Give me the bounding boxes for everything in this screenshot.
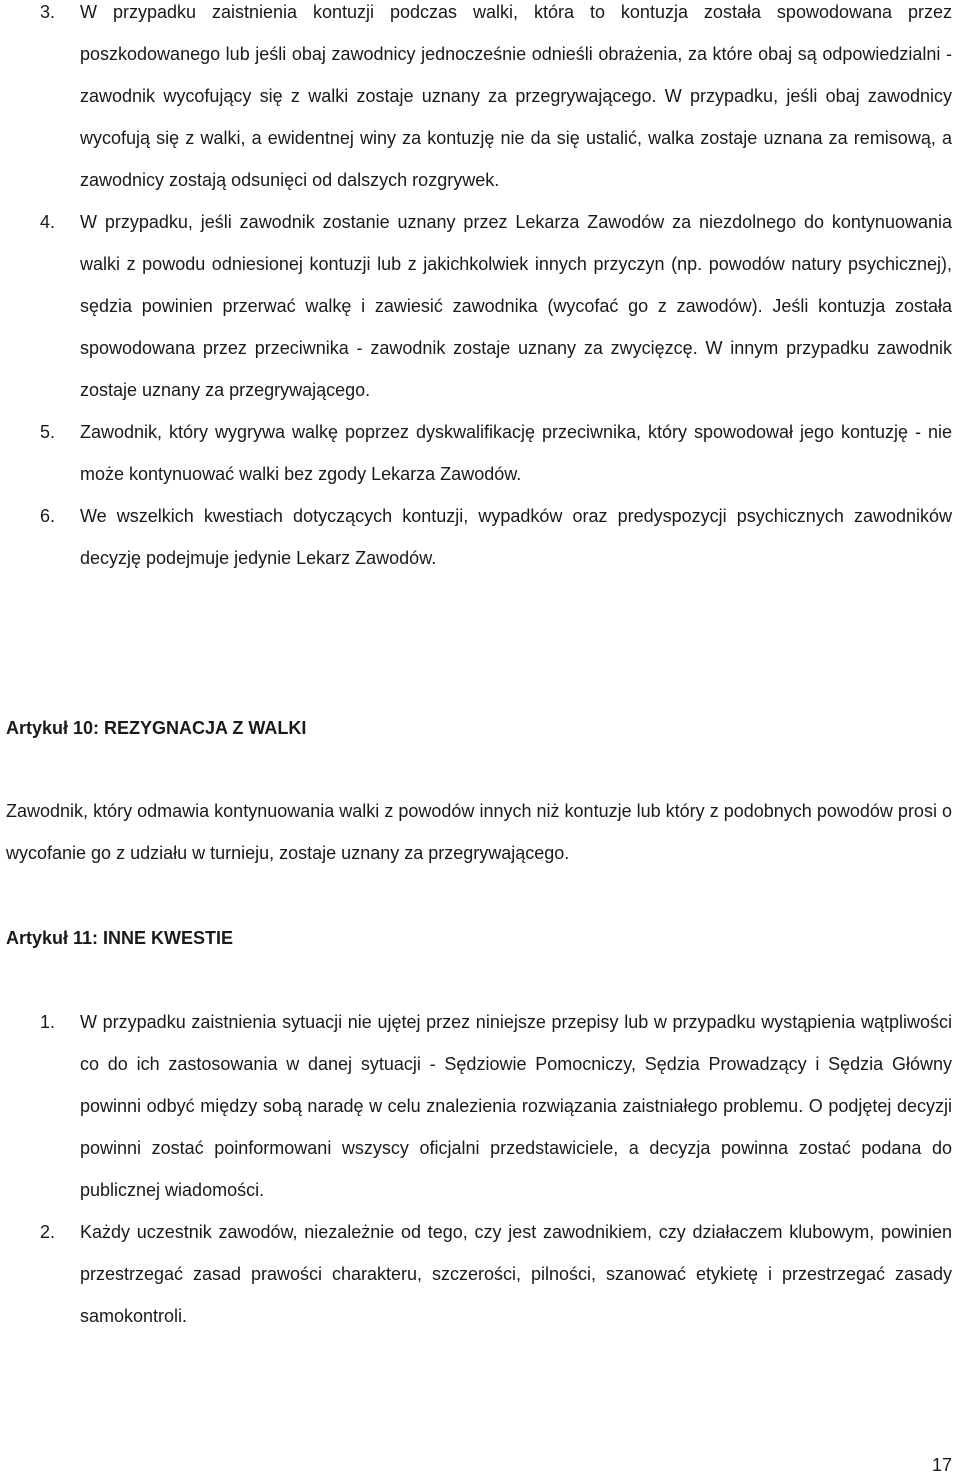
list-item-text-part: W przypadku, jeśli zawodnik zostanie uznany przez Lekarza Zawodów za niezdolnego do kontynuowania walki z powodu odniesionej kontuzji lub z jakichkolwiek innych przyczyn (np. powodów natury psychicznej), sędzia powinien przerwać walkę i zawiesić zawodnika (wycofać go z zawodów). [80,212,952,316]
list-item-text [80,201,952,411]
list-item-text [80,0,952,201]
list-item-text-part: W przypadku zaistnienia kontuzji podczas walki, która to kontuzja została spowodowana przez poszkodowanego lub jeśli obaj zawodnicy jednocześnie odnieśli obrażenia, za które obaj są odpowiedzialni - zawodnik wycofujący się z walki zostaje uznany za przegrywającego. [80,2,952,106]
list-item-number: 4. [40,212,56,232]
list-item-text [80,411,952,495]
list-item [0,411,960,495]
list-item [0,495,960,579]
injury-rules-list [0,0,960,579]
page-number: 17 [931,1455,952,1475]
list-item-text: W przypadku zaistnienia sytuacji nie ujętej przez niniejsze przepisy lub w przypadku wystąpienia wątpliwości co do ich zastosowania w danej sytuacji - Sędziowie Pomocniczy, Sędzia Prowadzący i Sędzia Główny powinni odbyć między sobą naradę w celu znalezienia rozwiązania zaistniałego problemu. O podjętej decyzji powinni zostać poinformowani wszyscy oficjalni przedstawiciele, a decyzja powinna zostać podana do publicznej wiadomości. [80,1012,952,1200]
list-item-number: 3. [40,2,56,22]
article-11-list [0,1001,960,1337]
list-item-number: 2. [40,1222,56,1242]
list-item-number: 6. [40,506,56,526]
list-item [0,0,960,201]
list-item-text [80,495,952,579]
list-item-text-part: Zawodnik, który wygrywa walkę poprzez dyskwalifikację przeciwnika, który spowodował jego kontuzję - nie może kontynuować walki bez zgody Lekarza Zawodów. [80,422,952,484]
list-item-text: Każdy uczestnik zawodów, niezależnie od tego, czy jest zawodnikiem, czy działaczem klubowym, powinien przestrzegać zasad prawości charakteru, szczerości, pilności, szanować etykietę i przestrzegać zasady samokontroli. [80,1222,952,1326]
list-item-text-part: Jeśli kontuzja została spowodowana przez przeciwnika - zawodnik zostaje uznany za zwycięzcę. W innym przypadku zawodnik zostaje uznany za przegrywającego. [80,296,952,400]
article-11-heading: Artykuł 11: INNE KWESTIE [6,928,234,948]
list-item [0,1001,960,1211]
list-item-number: 5. [40,422,56,442]
list-item-text-part: We wszelkich kwestiach dotyczących kontuzji, wypadków oraz predyspozycji psychicznych zawodników decyzję podejmuje jedynie Lekarz Zawodów. [80,506,952,568]
list-item [0,201,960,411]
list-item-number: 1. [40,1012,56,1032]
article-10-heading: Artykuł 10: REZYGNACJA Z WALKI [6,718,307,738]
list-item-text-part: W przypadku, jeśli obaj zawodnicy wycofują się z walki, a ewidentnej winy za kontuzję nie da się ustalić, walka zostaje uznana za remisową, a zawodnicy zostają odsunięci od dalszych rozgrywek. [80,86,952,190]
article-10-paragraph: Zawodnik, który odmawia kontynuowania walki z powodów innych niż kontuzje lub który z podobnych powodów prosi o wycofanie go z udziału w turnieju, zostaje uznany za przegrywającego. [6,801,952,863]
list-item [0,1211,960,1337]
